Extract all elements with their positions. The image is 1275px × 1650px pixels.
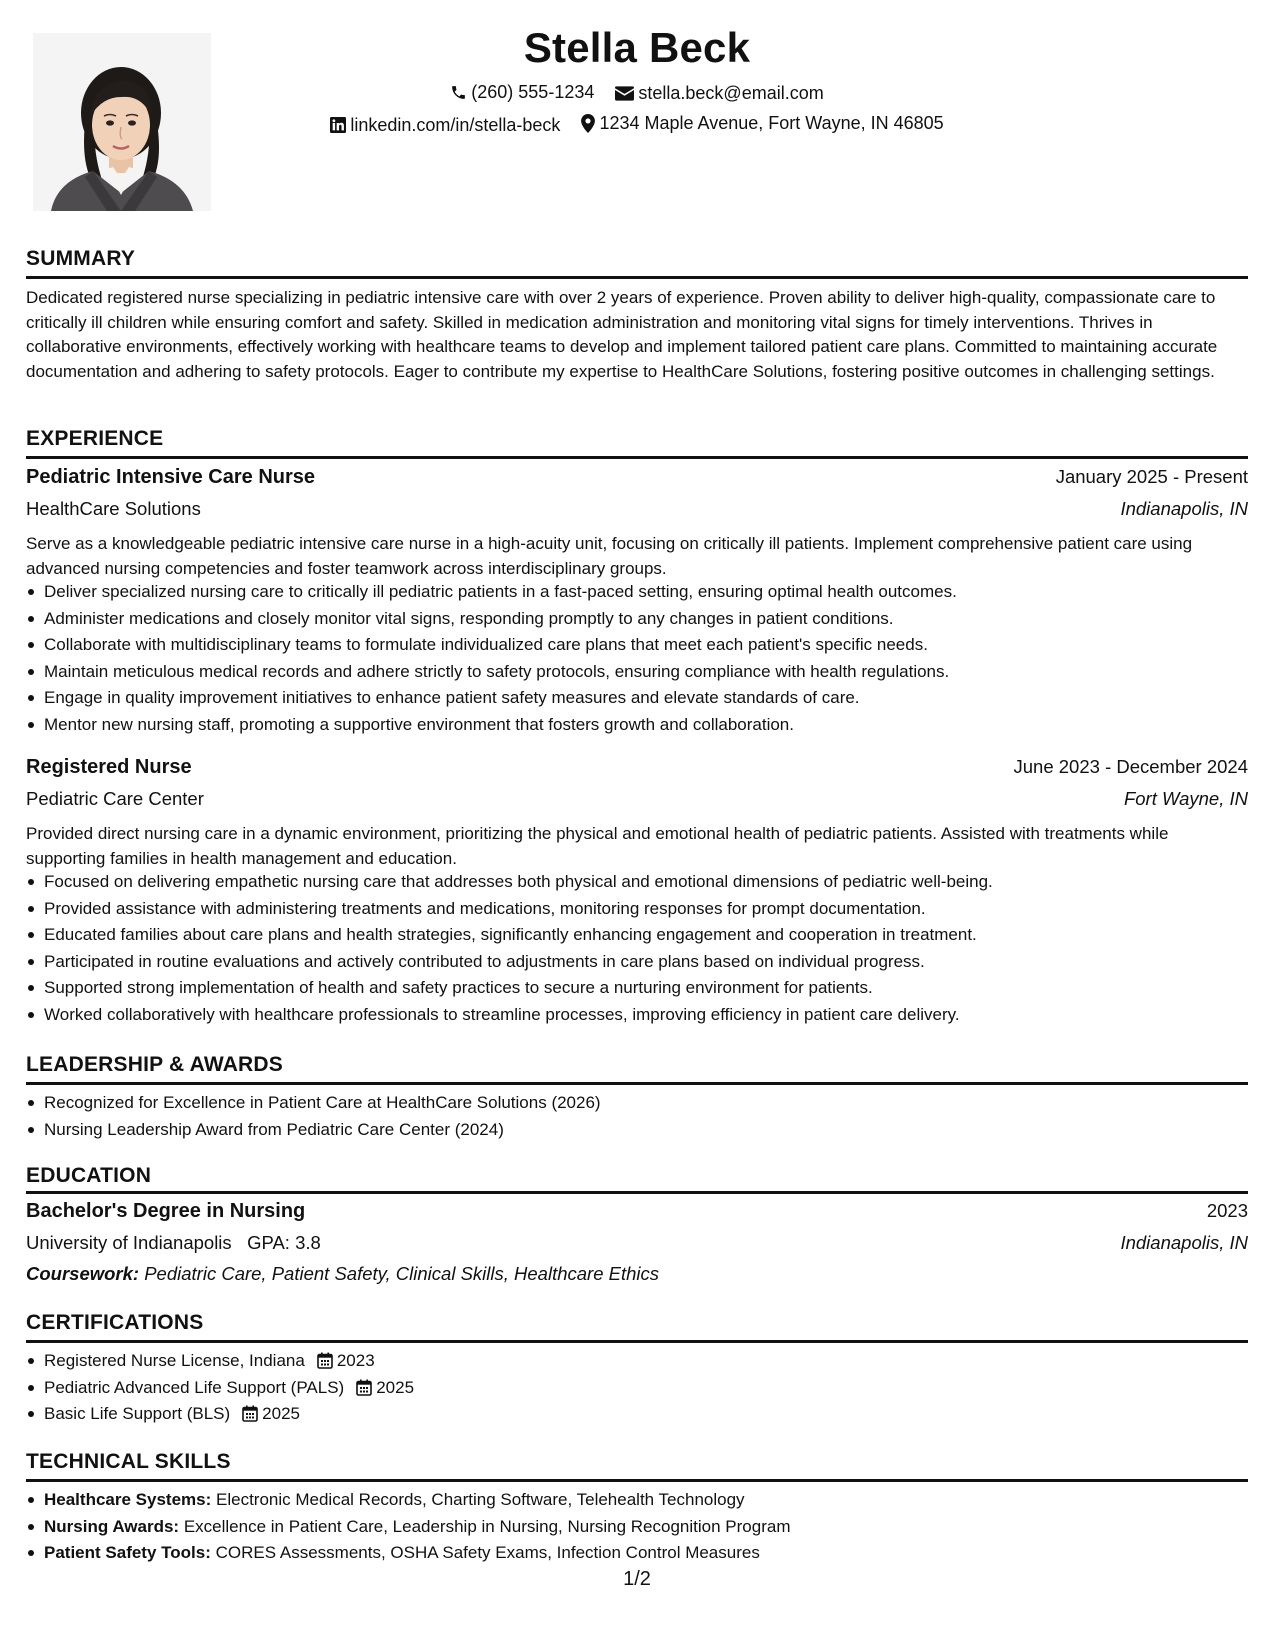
job-company: Pediatric Care Center [26,788,204,809]
phone-icon [450,84,467,101]
list-item: Provided assistance with administering treatments and medications, monitoring responses for prompt documentation. [44,896,1266,923]
calendar-icon [242,1405,258,1422]
skill-label: Healthcare Systems: [44,1490,212,1509]
skills-divider [26,1479,1248,1482]
certification-name: Pediatric Advanced Life Support (PALS) [44,1377,345,1397]
skill-value: Electronic Medical Records, Charting Software, Telehealth Technology [216,1490,745,1509]
list-item: Participated in routine evaluations and actively contributed to adjustments in care plans based on individual progress. [44,949,1266,976]
skill-label: Nursing Awards: [44,1516,180,1536]
certifications-list [26,1348,1266,1428]
awards-divider [26,1082,1248,1085]
job-description: Serve as a knowledgeable pediatric intensive care nurse in a high-acuity unit, focusing on critically ill patients. Implement comprehensive patient care using advanced nursing competencies and foster teamwork across interdisciplinary groups. [26,534,1193,578]
contact-line-secondary [26,111,1248,139]
job-title-row [26,466,1248,489]
experience-divider [26,456,1248,459]
coursework-line [26,1263,659,1285]
job-title-row [26,756,1248,779]
email-contact[interactable] [615,81,823,105]
certification-year: 2023 [336,1351,375,1370]
awards-list [26,1090,1266,1143]
list-item [44,1375,1266,1402]
certifications-heading: CERTIFICATIONS [26,1311,204,1334]
list-item: Deliver specialized nursing care to critically ill pediatric patients in a fast-paced setting, ensuring optimal health outcomes. [44,579,1266,606]
job-role: Pediatric Intensive Care Nurse [26,466,316,488]
graduation-year: 2023 [1206,1200,1248,1221]
coursework-list: Pediatric Care, Patient Safety, Clinical Skills, Healthcare Ethics [144,1263,660,1284]
linkedin-icon [330,117,346,133]
list-item: Mentor new nursing staff, promoting a supportive environment that fosters growth and collaboration. [44,712,1266,739]
job-dates: June 2023 - December 2024 [1013,756,1248,777]
coursework-label: Coursework: [26,1263,140,1284]
address-text: 1234 Maple Avenue, Fort Wayne, IN 46805 [599,113,944,133]
certifications-divider [26,1340,1248,1343]
job-description: Provided direct nursing care in a dynamic environment, prioritizing the physical and emotional health of pediatric patients. Assisted with treatments while supporting families in health management and education. [26,824,1169,868]
list-item: Focused on delivering empathetic nursing care that addresses both physical and emotional dimensions of pediatric well-being. [44,869,1266,896]
skills-list [26,1487,1266,1567]
skill-value: CORES Assessments, OSHA Safety Exams, Infection Control Measures [215,1543,760,1562]
phone-text: (260) 555-1234 [471,82,595,102]
summary-divider [26,276,1248,279]
linkedin-contact[interactable] [330,113,560,137]
list-item [44,1401,1266,1428]
coursework-row [26,1263,1248,1285]
school-location: Indianapolis, IN [1120,1232,1248,1253]
skill-value: Excellence in Patient Care, Leadership in Nursing, Nursing Recognition Program [183,1516,791,1536]
list-item: Engage in quality improvement initiatives to enhance patient safety measures and elevate standards of care. [44,685,1266,712]
job-location: Fort Wayne, IN [1123,788,1248,809]
job-location: Indianapolis, IN [1120,498,1248,519]
list-item [44,1514,1266,1541]
job-company: HealthCare Solutions [26,498,201,519]
school-info [26,1232,321,1254]
skill-label: Patient Safety Tools: [44,1543,211,1562]
list-item: Worked collaboratively with healthcare professionals to streamline processes, improving efficiency in patient care delivery. [44,1002,1266,1029]
candidate-name: Stella Beck [523,24,751,71]
calendar-icon [356,1379,372,1396]
map-pin-icon [581,114,595,133]
gpa: GPA: 3.8 [247,1232,321,1253]
list-item: Educated families about care plans and health strategies, significantly enhancing engagement and cooperation in treatment. [44,922,1266,949]
certification-name: Basic Life Support (BLS) [44,1404,231,1423]
certification-year: 2025 [262,1404,300,1423]
education-heading: EDUCATION [26,1164,152,1187]
envelope-icon [615,86,634,101]
job-bullets [26,869,1266,1028]
job-role: Registered Nurse [26,756,192,778]
list-item: Administer medications and closely monitor vital signs, responding promptly to any changes in patient conditions. [44,606,1266,633]
phone-contact[interactable] [450,80,594,104]
list-item: Collaborate with multidisciplinary teams to formulate individualized care plans that meet each patient's specific needs. [44,632,1266,659]
page-number: 1/2 [623,1568,651,1590]
summary-text: Dedicated registered nurse specializing in pediatric intensive care with over 2 years of experience. Proven ability to deliver high-quality, compassionate care to critically ill children while ensuring comfort and safety. Skilled in medication administration and monitoring vital signs for timely interventions. Thrives in collaborative environments, effectively working with healthcare teams to develop and implement tailored patient care plans. Committed to maintaining accurate documentation and adhering to safety protocols. Eager to contribute my expertise to HealthCare Solutions, fostering positive outcomes in challenging settings. [26,288,1218,381]
list-item: Nursing Leadership Award from Pediatric Care Center (2024) [44,1117,1266,1144]
list-item: Maintain meticulous medical records and adhere strictly to safety protocols, ensuring compliance with health regulations. [44,659,1266,686]
education-degree-row [26,1200,1248,1223]
job-company-row [26,788,1248,810]
list-item [44,1540,1266,1567]
list-item [44,1487,1266,1514]
list-item [44,1348,1266,1375]
list-item: Supported strong implementation of health and safety practices to secure a nurturing environment for patients. [44,975,1266,1002]
awards-heading: LEADERSHIP & AWARDS [26,1053,283,1076]
job-company-row [26,498,1248,520]
experience-heading: EXPERIENCE [26,427,164,450]
email-text: stella.beck@email.com [638,83,824,103]
job-dates: January 2025 - Present [1055,466,1248,487]
certification-year: 2025 [376,1377,415,1397]
education-divider [26,1191,1248,1194]
calendar-icon [317,1352,333,1369]
skills-heading: TECHNICAL SKILLS [26,1450,231,1473]
job-bullets [26,579,1266,738]
education-school-row [26,1232,1248,1254]
school-name: University of Indianapolis [26,1232,232,1253]
degree-name: Bachelor's Degree in Nursing [26,1200,306,1222]
certification-name: Registered Nurse License, Indiana [44,1351,305,1370]
address-contact [581,111,943,135]
summary-heading: SUMMARY [26,247,136,270]
contact-line-primary [26,80,1248,107]
linkedin-text: linkedin.com/in/stella-beck [350,114,561,135]
list-item: Recognized for Excellence in Patient Care at HealthCare Solutions (2026) [44,1090,1266,1117]
